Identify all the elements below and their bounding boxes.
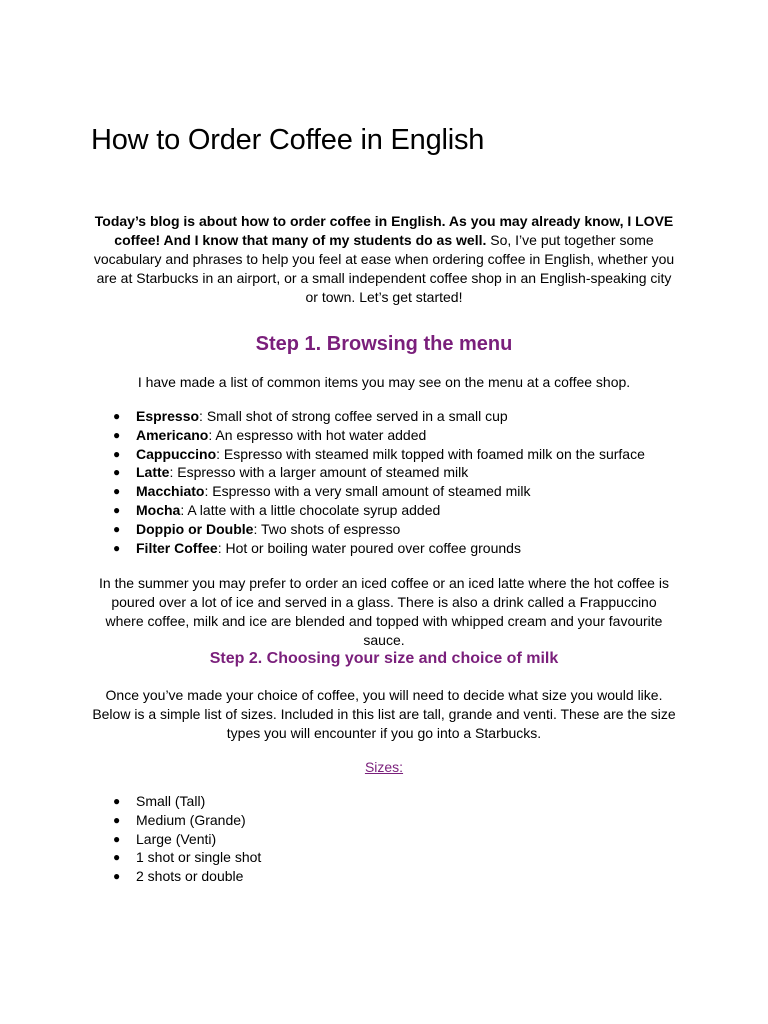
size-item: 2 shots or double: [136, 868, 244, 885]
menu-item-term: Macchiato: [136, 483, 205, 500]
menu-item-desc: : A latte with a little chocolate syrup added: [180, 501, 441, 518]
bullet-icon: ●: [113, 812, 121, 827]
menu-item-term: Filter Coffee: [136, 539, 218, 556]
step2-lead: Once you’ve made your choice of coffee, you will need to decide what size you would like. Below is a simple list of sizes. Included in this list are tall, grande and venti. These are the size types you will encounter if you go into a Starbucks.: [92, 687, 676, 741]
size-item: Medium (Grande): [136, 811, 246, 828]
size-item: Small (Tall): [136, 793, 206, 809]
list-item: [110, 792, 261, 811]
step1-heading: Step 1. Browsing the menu: [255, 333, 513, 355]
list-item: [110, 520, 645, 539]
sizes-link[interactable]: Sizes:: [364, 759, 404, 775]
list-item: [110, 830, 261, 849]
menu-item-desc: : Espresso with steamed milk topped with foamed milk on the surface: [216, 445, 645, 462]
bullet-icon: ●: [113, 521, 121, 536]
menu-item-term: Latte: [136, 464, 170, 481]
menu-item-term: Doppio or Double: [136, 520, 254, 537]
bullet-icon: ●: [113, 831, 121, 846]
menu-item-desc: : Espresso with a larger amount of steamed milk: [169, 464, 469, 481]
list-item: [110, 811, 261, 830]
intro-bold-text: Today’s blog is about how to order coffee in English. As you may already know, I LOVE coffee! And I know that many of my students do as well.: [94, 213, 674, 248]
step2-heading: Step 2. Choosing your size and choice of milk: [209, 650, 559, 667]
menu-item-desc: : Small shot of strong coffee served in a small cup: [199, 408, 508, 424]
bullet-icon: ●: [113, 446, 121, 461]
menu-item-desc: : Hot or boiling water poured over coffee grounds: [217, 539, 521, 556]
summer-paragraph: In the summer you may prefer to order an iced coffee or an iced latte where the hot coffee is poured over a lot of ice and served in a glass. There is also a drink called a Frappuccino where coffee, milk and ice are blended and topped with whipped cream and your favourite sauce.: [99, 575, 669, 648]
bullet-icon: ●: [113, 869, 121, 884]
menu-item-term: Espresso: [136, 408, 200, 424]
menu-item-term: Americano: [136, 426, 209, 443]
menu-item-desc: : Two shots of espresso: [253, 520, 401, 537]
intro-paragraph: [91, 212, 677, 307]
bullet-icon: ●: [113, 794, 121, 808]
menu-item-desc: : Espresso with a very small amount of steamed milk: [204, 483, 531, 500]
bullet-icon: ●: [113, 465, 121, 480]
list-item: [110, 539, 645, 558]
list-item: [110, 848, 261, 867]
page-title: How to Order Coffee in English: [91, 124, 485, 156]
menu-items-list: [110, 407, 645, 557]
menu-item-term: Mocha: [136, 501, 181, 518]
size-item: 1 shot or single shot: [136, 849, 262, 866]
bullet-icon: ●: [113, 409, 121, 423]
list-item: [110, 463, 645, 482]
list-item: [110, 407, 645, 426]
menu-item-desc: : An espresso with hot water added: [208, 426, 427, 443]
step1-lead: I have made a list of common items you may see on the menu at a coffee shop.: [137, 374, 631, 390]
list-item: [110, 501, 645, 520]
intro-text: So, I’ve put together some vocabulary and phrases to help you feel at ease when ordering coffee in English, whether you are at Starbucks in an airport, or a small independent coffee shop in an English-speaking city or town. Let’s get started!: [93, 232, 675, 305]
bullet-icon: ●: [113, 850, 121, 865]
bullet-icon: ●: [113, 484, 121, 499]
bullet-icon: ●: [113, 502, 121, 517]
list-item: [110, 867, 261, 886]
list-item: [110, 426, 645, 445]
menu-item-term: Cappuccino: [136, 445, 217, 462]
bullet-icon: ●: [113, 427, 121, 442]
bullet-icon: ●: [113, 540, 121, 555]
list-item: [110, 482, 645, 501]
sizes-label-row: [0, 758, 768, 777]
list-item: [110, 445, 645, 464]
size-item: Large (Venti): [136, 830, 217, 847]
sizes-list: [110, 792, 261, 886]
